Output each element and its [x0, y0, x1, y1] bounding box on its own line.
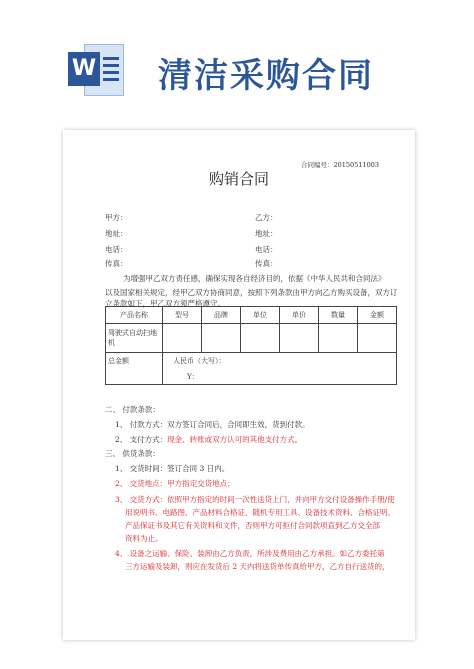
table-cell [319, 324, 358, 353]
intro-line-2: 以及国家相关规定，经甲乙双方协商同意，按照下列条款由甲方向乙方购买设备，双方订 [105, 288, 398, 297]
table-cell [202, 324, 241, 353]
header-cell: 金额 [358, 307, 397, 324]
total-amount-cell [163, 353, 397, 385]
table-cell [358, 324, 397, 353]
party-a-label: 甲方： [105, 213, 128, 222]
fax-b-label: 传真： [255, 259, 278, 268]
table-cell [280, 324, 319, 353]
word-letter: W [68, 52, 100, 86]
header-cell: 单位 [241, 307, 280, 324]
delivery-time: 1、 交货时间：签订合同 3 日内。 [115, 464, 230, 473]
delivery-location: 2、 交货地点：甲方指定交货地点； [115, 479, 235, 488]
header-cell: 单价 [280, 307, 319, 324]
header-cell: 产品名称 [106, 307, 163, 324]
transport-line-1: 4、 设备之运输、保险、装卸由乙方负责，所涉及费用由乙方承担。如乙方委托第 [115, 549, 385, 558]
section-2-title: 二、 付款条款： [105, 405, 160, 414]
banner-title: 清洁采购合同 [158, 56, 374, 96]
total-label: 总金额 [106, 353, 163, 385]
table-header-row [106, 307, 397, 324]
phone-a-label: 电话： [105, 245, 128, 254]
payment-type: 2、 支付方式：现金、转账或双方认可的其他支付方式。 [115, 435, 303, 444]
payment-method: 1、 付款方式：双方签订合同后，合同即生效，货到付款。 [115, 420, 310, 429]
total-yen-label: Y： [187, 373, 199, 381]
table-cell [163, 324, 202, 353]
product-name-cell: 驾驶式自动扫地机 [106, 324, 163, 353]
intro-line-3: 立条款如下，甲乙双方须严格遵守。 [105, 299, 225, 308]
table-cell [241, 324, 280, 353]
transport-line-2: 三方运输及装卸，则应在发货后 2 天内将送货单传真给甲方，乙方自行送货的， [125, 562, 390, 571]
document-page [63, 130, 415, 640]
header-cell: 品牌 [202, 307, 241, 324]
address-b-label: 地址： [255, 229, 278, 238]
fax-a-label: 传真： [105, 259, 128, 268]
delivery-method-line-1: 3、 交货方式：依照甲方指定的时间一次性送货上门，并向甲方交付设备操作手册/使 [115, 495, 395, 504]
header-cell: 数量 [319, 307, 358, 324]
delivery-method-line-2: 用说明书、电路图、产品材料合格证、随机专用工具、设备技术资料、合格证明、 [125, 508, 395, 517]
phone-b-label: 电话： [255, 245, 278, 254]
delivery-method-line-3: 产品保证书及其它有关资料和文件，否则甲方可拒付合同款项直到乙方交全部 [125, 521, 380, 530]
banner [0, 0, 474, 112]
total-row [106, 353, 397, 385]
word-icon [68, 44, 124, 94]
party-b-label: 乙方： [255, 213, 278, 222]
header-cell: 型号 [163, 307, 202, 324]
table-row [106, 324, 397, 353]
address-a-label: 地址： [105, 229, 128, 238]
total-rmb-label: 人民币（大写）： [173, 357, 226, 365]
intro-line-1: 为增强甲乙双方责任感，确保实现各自经济目的，依据《中华人民共和合同法》 [123, 274, 386, 283]
document-title: 购销合同 [208, 170, 269, 188]
delivery-method-line-4: 资料为止。 [125, 534, 163, 543]
section-3-title: 三、 供货条款： [105, 449, 160, 458]
product-table [105, 306, 397, 385]
contract-number: 合同编号：20150511003 [301, 161, 379, 169]
